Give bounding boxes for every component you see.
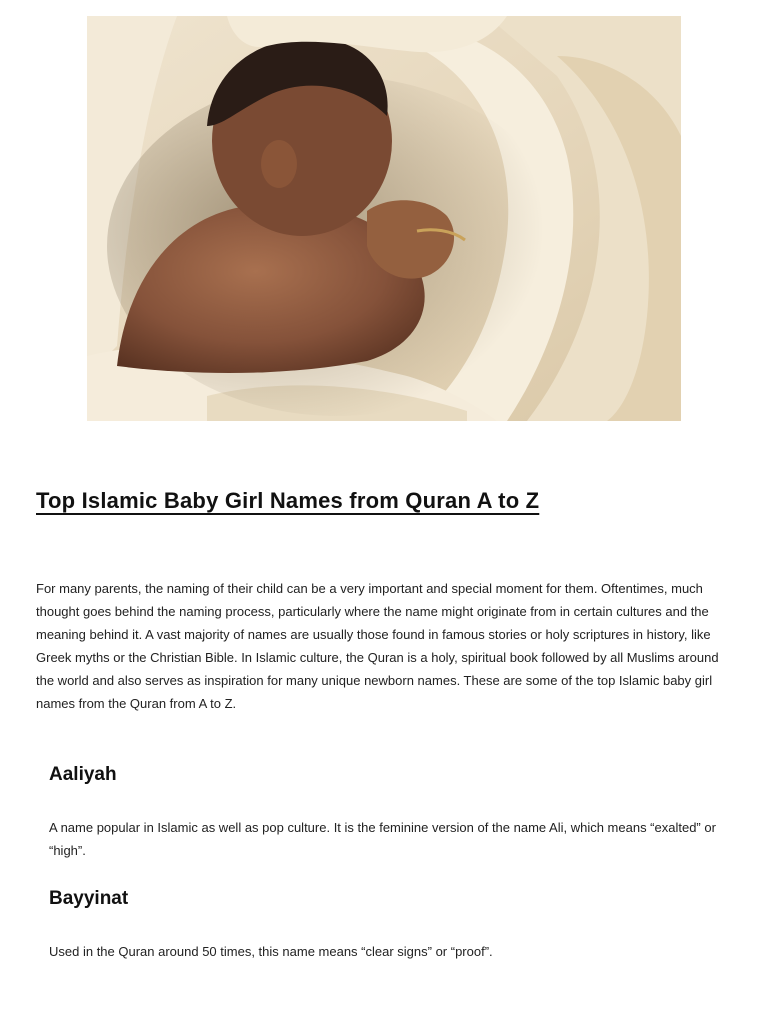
name-description-aaliyah: A name popular in Islamic as well as pop culture. It is the feminine version of the name Ali, which means “exalted” or “high”. [49,820,716,858]
hero-image [87,16,681,421]
name-description-bayyinat: Used in the Quran around 50 times, this name means “clear signs” or “proof”. [49,944,493,959]
name-heading-bayyinat: Bayyinat [49,888,129,909]
name-heading-aaliyah: Aaliyah [49,764,117,785]
sleeping-baby-photo [87,16,681,421]
page-title: Top Islamic Baby Girl Names from Quran A to Z [36,488,540,513]
intro-paragraph: For many parents, the naming of their child can be a very important and special moment for them. Oftentimes, much thought goes behind the naming process, particularly where the name might originate from in certain cultures and the meaning behind it. A vast majority of names are usually those found in famous stories or holy scriptures in history, like Greek myths or the Christian Bible. In Islamic culture, the Quran is a holy, spiritual book followed by all Muslims around the world and also serves as inspiration for many unique newborn names. These are some of the top Islamic baby girl names from the Quran from A to Z. [36,581,719,711]
